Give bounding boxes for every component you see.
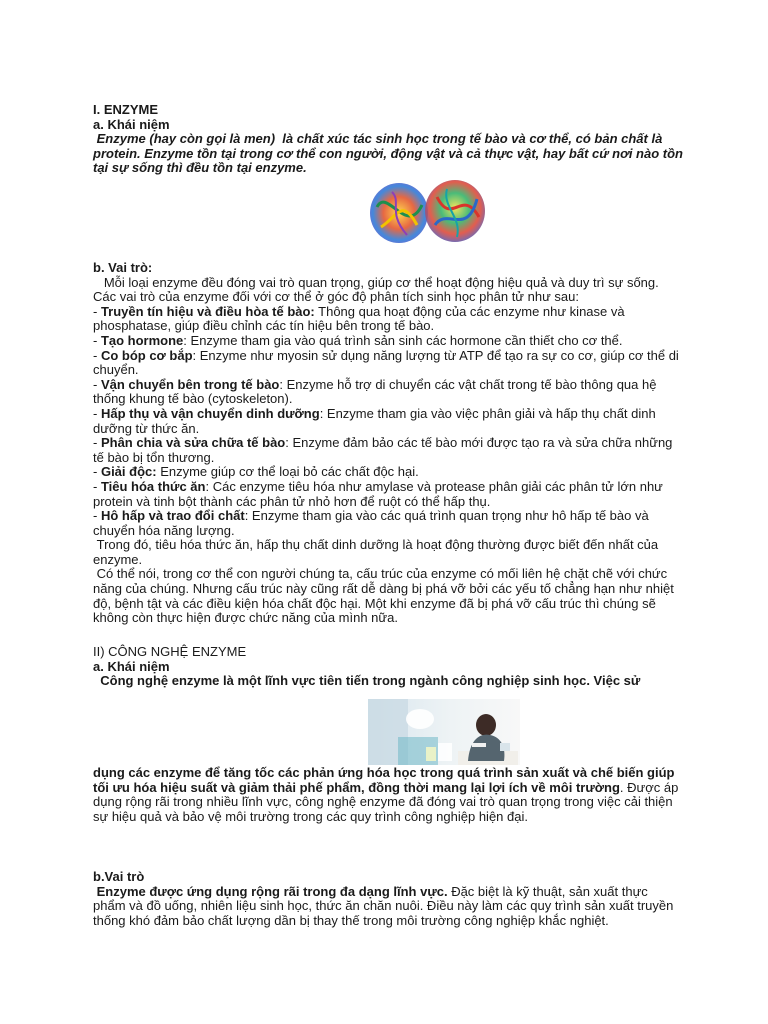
technology-text-rest (93, 766, 683, 824)
list-marker: - (93, 464, 101, 480)
list-item (93, 305, 683, 334)
role-desc: : Enzyme tham gia vào quá trình sản sinh các hormone cần thiết cho cơ thể. (183, 332, 623, 348)
subheading-roles: b.Vai trò (93, 869, 145, 884)
roles-list (93, 305, 683, 539)
role-term: Giải độc: (100, 464, 157, 480)
section-technology-cont (93, 766, 683, 824)
list-item (93, 334, 683, 349)
list-marker: - (93, 347, 101, 363)
role-term: Phân chia và sửa chữa tế bào (100, 435, 286, 451)
role-desc: : Enzyme đảm bảo các tế bào mới được tạo ra và sửa chữa những tế bào bị tổn thương. (93, 435, 673, 465)
technology-benefits: dụng các enzyme để tăng tốc các phản ứng hóa học trong quá trình sản xuất và chế biến giúp tối ưu hóa hiệu suất và giảm thải phế phẩm, đồng thời mang lại lợi ích về môi trường (93, 765, 675, 795)
list-item (93, 349, 683, 378)
structure-paragraph: Có thể nói, trong cơ thể con người chúng ta, cấu trúc của enzyme có mối liên hệ chặt chẽ với chức năng của chúng. Nhưng cấu trúc này cũng rất dễ dàng bị phá vỡ bởi các yếu tố chẳng hạn như nhiệt độ, bệnh tật và các điều kiện hóa chất độc hại. Một khi enzyme đã bị phá vỡ cấu trúc thì chúng sẽ không còn thực hiện được chức năng của mình nữa. (93, 566, 678, 626)
list-marker: - (93, 376, 101, 392)
list-item (93, 465, 683, 480)
concept-text: Enzyme (hay còn gọi là men) là chất xúc tác sinh học trong tế bào và cơ thể, có bản chất là protein. Enzyme tồn tại trong cơ thể con người, động vật và cả thực vật, hay bất cứ nơi nào tồn tại sự sống thì đều tồn tại enzyme. (93, 131, 687, 176)
role-term: Truyền tín hiệu và điều hòa tế bào: (100, 303, 315, 319)
laboratory-photo (368, 699, 520, 765)
subheading-concept: a. Khái niệm (93, 658, 170, 674)
role-desc: : Enzyme như myosin sử dụng năng lượng từ ATP để tạo ra sự co cơ, giúp cơ thể di chuyển. (93, 347, 679, 378)
role-term: Co bóp cơ bắp (100, 347, 193, 363)
role-desc: : Enzyme tham gia vào việc phân giải và hấp thụ chất dinh dưỡng từ thức ăn. (93, 405, 656, 436)
roles-detail: Đặc biệt là kỹ thuật, sản xuất thực phẩm và đồ uống, nhiên liệu sinh học, thức ăn chăn nuôi. Điều này làm các quy trình sản xuất truyền thống khó đảm bảo chất lượng dần bị thay thế trong môi trường công nghiệp khắc nghiệt. (93, 883, 677, 928)
role-term: Tiêu hóa thức ăn (100, 478, 206, 494)
role-term: Hấp thụ và vận chuyển dinh dưỡng (100, 405, 320, 421)
subheading-concept: a. Khái niệm (93, 116, 170, 132)
role-desc: : Các enzyme tiêu hóa như amylase và protease phân giải các phân tử lớn như protein và tinh bột thành các phân tử nhỏ hơn để ruột có thể hấp thụ. (93, 478, 663, 509)
list-item (93, 407, 683, 436)
section-heading: II) CÔNG NGHỆ ENZYME (93, 644, 247, 659)
section-heading: I. ENZYME (93, 102, 159, 117)
list-item (93, 480, 683, 509)
role-term: Vận chuyển bên trong tế bào (100, 376, 280, 392)
list-marker: - (93, 303, 101, 319)
role-desc: Enzyme giúp cơ thể loại bỏ các chất độc hại. (156, 464, 419, 480)
role-desc: : Enzyme hỗ trợ di chuyển các vật chất trong tế bào thông qua hệ thống khung tế bào (cytoskeleton). (93, 376, 657, 407)
roles-intro: Mỗi loại enzyme đều đóng vai trò quan trọng, giúp cơ thể hoạt động hiệu quả và duy trì sự sống. Các vai trò của enzyme đối với cơ thể ở góc độ phân tích sinh học phân tử như sau: (93, 274, 663, 305)
section-enzyme-roles (93, 261, 683, 626)
role-desc: Thông qua hoạt động của các enzyme như kinase và phosphatase, giúp điều chỉnh các tín hiệu bên trong tế bào. (93, 303, 625, 334)
role-term: Tạo hormone (100, 332, 184, 348)
section-enzyme-intro (93, 102, 687, 176)
list-marker: - (93, 435, 101, 451)
section-enzyme-technology (93, 645, 683, 689)
enzyme-structure-image (367, 177, 489, 247)
technology-applications: . Được áp dụng rộng rãi trong nhiều lĩnh vực, công nghệ enzyme đã đóng vai trò quan trọng trong việc cải thiện sự hiệu quả và bảo vệ môi trường trong các quy trình công nghiệp hiện đại. (93, 779, 679, 824)
section-technology-roles (93, 870, 683, 928)
role-term: Hô hấp và trao đổi chất (100, 508, 245, 524)
list-marker: - (93, 332, 101, 348)
summary-paragraph: Trong đó, tiêu hóa thức ăn, hấp thụ chất dinh dưỡng là hoạt động thường được biết đến nhất của enzyme. (93, 537, 662, 567)
list-marker: - (93, 478, 101, 494)
roles-lead: Enzyme được ứng dụng rộng rãi trong đa dạng lĩnh vực. (93, 883, 448, 899)
role-desc: : Enzyme tham gia vào các quá trình quan trọng như hô hấp tế bào và chuyển hóa năng lượng. (93, 508, 649, 538)
technology-roles-text (93, 885, 683, 929)
technology-text-start: Công nghệ enzyme là một lĩnh vực tiên tiến trong ngành công nghiệp sinh học. Việc sử (93, 673, 641, 689)
list-marker: - (93, 405, 101, 421)
list-item (93, 509, 683, 538)
list-marker: - (93, 508, 101, 524)
list-item (93, 378, 683, 407)
list-item (93, 436, 683, 465)
subheading-roles: b. Vai trò: (93, 260, 153, 275)
